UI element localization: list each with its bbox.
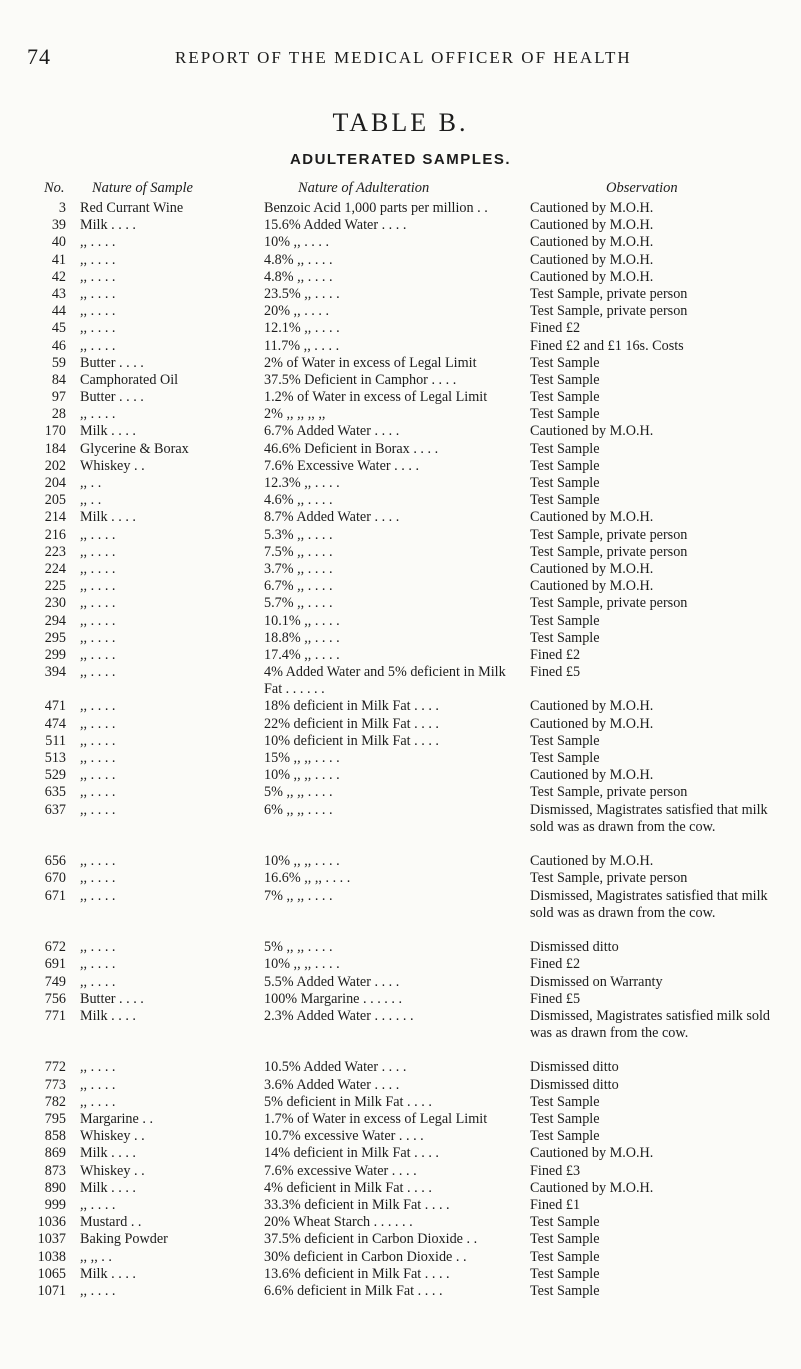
cell-nature: ,, . . . . bbox=[80, 698, 116, 715]
table-row bbox=[0, 1283, 801, 1300]
table-row bbox=[0, 441, 801, 458]
cell-nature: ,, . . . . bbox=[80, 646, 116, 663]
table-row bbox=[0, 406, 801, 423]
cell-adulteration: 17.4% ,, . . . . bbox=[264, 646, 340, 663]
cell-nature: ,, . . . . bbox=[80, 939, 116, 956]
cell-nature: ,, . . . . bbox=[80, 1059, 116, 1076]
cell-no: 43 bbox=[51, 285, 66, 302]
cell-nature: Glycerine & Borax bbox=[80, 440, 189, 457]
cell-no: 513 bbox=[44, 750, 66, 767]
cell-observation: Test Sample bbox=[530, 492, 600, 509]
table-row bbox=[0, 509, 801, 526]
cell-nature: Milk . . . . bbox=[80, 423, 136, 440]
cell-no: 756 bbox=[44, 990, 66, 1007]
table-row bbox=[0, 647, 801, 664]
cell-nature: Mustard . . bbox=[80, 1214, 142, 1231]
col-header-adulteration: Nature of Adulteration bbox=[298, 180, 430, 196]
cell-nature: ,, . . . . bbox=[80, 526, 116, 543]
cell-nature: ,, . . . . bbox=[80, 251, 116, 268]
cell-observation: Fined £2 bbox=[530, 320, 581, 337]
cell-observation: Dismissed ditto bbox=[530, 1076, 619, 1093]
cell-nature: Butter . . . . bbox=[80, 990, 144, 1007]
cell-no: 224 bbox=[44, 560, 66, 577]
cell-observation: Test Sample, private person bbox=[530, 595, 688, 612]
cell-adulteration: 10% ,, ,, . . . . bbox=[264, 853, 340, 870]
cell-adulteration: 10.7% excessive Water . . . . bbox=[264, 1128, 424, 1145]
cell-no: 44 bbox=[51, 303, 66, 320]
cell-adulteration: 6.7% Added Water . . . . bbox=[264, 423, 400, 440]
cell-adulteration: 8.7% Added Water . . . . bbox=[264, 509, 400, 526]
cell-adulteration: 5.3% ,, . . . . bbox=[264, 526, 333, 543]
cell-adulteration: 1.2% of Water in excess of Legal Limit bbox=[264, 389, 488, 406]
cell-observation: Test Sample bbox=[530, 629, 600, 646]
cell-no: 42 bbox=[51, 268, 66, 285]
running-title: REPORT OF THE MEDICAL OFFICER OF HEALTH bbox=[175, 48, 632, 67]
table-row bbox=[0, 1231, 801, 1248]
cell-nature: ,, . . . . bbox=[80, 234, 116, 251]
cell-no: 170 bbox=[44, 423, 66, 440]
table-row bbox=[0, 1163, 801, 1180]
table-row bbox=[0, 303, 801, 320]
table-row bbox=[0, 527, 801, 544]
cell-adulteration: 23.5% ,, . . . . bbox=[264, 285, 340, 302]
cell-observation: Test Sample, private person bbox=[530, 784, 688, 801]
table-row bbox=[0, 750, 801, 767]
cell-no: 529 bbox=[44, 767, 66, 784]
table-row bbox=[0, 492, 801, 509]
table-row bbox=[0, 389, 801, 406]
cell-adulteration: 7.6% Excessive Water . . . . bbox=[264, 457, 420, 474]
cell-observation: Cautioned by M.O.H. bbox=[530, 698, 654, 715]
cell-observation: Cautioned by M.O.H. bbox=[530, 268, 654, 285]
cell-nature: ,, . . . . bbox=[80, 543, 116, 560]
table-row bbox=[0, 630, 801, 647]
cell-no: 205 bbox=[44, 492, 66, 509]
cell-adulteration: 10% deficient in Milk Fat . . . . bbox=[264, 732, 439, 749]
cell-no: 771 bbox=[44, 1007, 66, 1024]
cell-nature: Milk . . . . bbox=[80, 217, 136, 234]
cell-adulteration: 33.3% deficient in Milk Fat . . . . bbox=[264, 1196, 450, 1213]
cell-no: 691 bbox=[44, 956, 66, 973]
cell-no: 672 bbox=[44, 939, 66, 956]
cell-nature: ,, . . . . bbox=[80, 801, 116, 818]
cell-nature: ,, . . . . bbox=[80, 578, 116, 595]
cell-adulteration: 13.6% deficient in Milk Fat . . . . bbox=[264, 1265, 450, 1282]
cell-nature: ,, . . . . bbox=[80, 715, 116, 732]
cell-nature: Milk . . . . bbox=[80, 1145, 136, 1162]
table-row bbox=[0, 716, 801, 733]
cell-no: 294 bbox=[44, 612, 66, 629]
cell-no: 40 bbox=[51, 234, 66, 251]
table-row bbox=[0, 698, 801, 715]
cell-observation: Cautioned by M.O.H. bbox=[530, 509, 654, 526]
cell-no: 1065 bbox=[37, 1265, 66, 1282]
cell-no: 671 bbox=[44, 887, 66, 904]
cell-nature: ,, . . . . bbox=[80, 1196, 116, 1213]
table-row bbox=[0, 458, 801, 475]
cell-nature: ,, . . . . bbox=[80, 320, 116, 337]
cell-observation: Dismissed, Magistrates satisfied that milk sold was as drawn from the cow. bbox=[530, 887, 768, 921]
cell-adulteration: 14% deficient in Milk Fat . . . . bbox=[264, 1145, 439, 1162]
table-row bbox=[0, 991, 801, 1008]
table-row bbox=[0, 733, 801, 750]
cell-no: 749 bbox=[44, 973, 66, 990]
cell-nature: ,, . . . . bbox=[80, 337, 116, 354]
cell-nature: ,, . . . . bbox=[80, 560, 116, 577]
cell-no: 858 bbox=[44, 1128, 66, 1145]
cell-adulteration: 12.3% ,, . . . . bbox=[264, 475, 340, 491]
cell-no: 184 bbox=[44, 440, 66, 457]
cell-observation: Test Sample bbox=[530, 440, 600, 457]
table-row bbox=[0, 1077, 801, 1094]
cell-adulteration: 22% deficient in Milk Fat . . . . bbox=[264, 715, 439, 732]
table-row bbox=[0, 1059, 801, 1076]
cell-adulteration: 4% Added Water and 5% deficient in Milk Fat . . . . . . bbox=[264, 664, 506, 698]
cell-adulteration: 10% ,, ,, . . . . bbox=[264, 767, 340, 784]
table-row bbox=[0, 853, 801, 870]
cell-no: 656 bbox=[44, 853, 66, 870]
cell-observation: Test Sample, private person bbox=[530, 526, 688, 543]
cell-adulteration: 5% ,, ,, . . . . bbox=[264, 939, 333, 956]
cell-adulteration: 100% Margarine . . . . . . bbox=[264, 990, 403, 1007]
cell-observation: Test Sample bbox=[530, 1231, 600, 1248]
cell-nature: Margarine . . bbox=[80, 1111, 154, 1128]
cell-observation: Test Sample bbox=[530, 475, 600, 491]
cell-nature: ,, . . . . bbox=[80, 303, 116, 320]
cell-observation: Cautioned by M.O.H. bbox=[530, 1179, 654, 1196]
cell-adulteration: 7% ,, ,, . . . . bbox=[264, 887, 333, 904]
cell-adulteration: 6% ,, ,, . . . . bbox=[264, 801, 333, 818]
cell-adulteration: 30% deficient in Carbon Dioxide . . bbox=[264, 1248, 467, 1265]
cell-no: 890 bbox=[44, 1179, 66, 1196]
cell-nature: ,, . . . . bbox=[80, 887, 116, 904]
cell-no: 3 bbox=[58, 200, 66, 216]
cell-nature: Whiskey . . bbox=[80, 1128, 145, 1145]
cell-adulteration: 7.5% ,, . . . . bbox=[264, 543, 333, 560]
cell-nature: ,, . . . . bbox=[80, 870, 116, 887]
cell-no: 299 bbox=[44, 646, 66, 663]
cell-nature: Butter . . . . bbox=[80, 389, 144, 406]
cell-observation: Cautioned by M.O.H. bbox=[530, 767, 654, 784]
cell-no: 637 bbox=[44, 801, 66, 818]
page-header bbox=[0, 44, 801, 74]
cell-nature: ,, . . . . bbox=[80, 853, 116, 870]
cell-nature: ,, . . . . bbox=[80, 732, 116, 749]
cell-nature: ,, . . . . bbox=[80, 750, 116, 767]
cell-adulteration: 20% Wheat Starch . . . . . . bbox=[264, 1214, 413, 1231]
cell-observation: Cautioned by M.O.H. bbox=[530, 251, 654, 268]
cell-observation: Test Sample bbox=[530, 1093, 600, 1110]
table-row bbox=[0, 939, 801, 956]
table-row bbox=[0, 234, 801, 251]
cell-observation: Cautioned by M.O.H. bbox=[530, 1145, 654, 1162]
cell-adulteration: 18% deficient in Milk Fat . . . . bbox=[264, 698, 439, 715]
table-row bbox=[0, 1128, 801, 1145]
cell-observation: Fined £1 bbox=[530, 1196, 581, 1213]
cell-nature: ,, . . . . bbox=[80, 595, 116, 612]
cell-adulteration: 3.6% Added Water . . . . bbox=[264, 1076, 400, 1093]
table-row bbox=[0, 956, 801, 973]
cell-adulteration: 2.3% Added Water . . . . . . bbox=[264, 1007, 414, 1024]
cell-observation: Test Sample bbox=[530, 406, 600, 423]
cell-no: 873 bbox=[44, 1162, 66, 1179]
cell-observation: Dismissed ditto bbox=[530, 1059, 619, 1076]
cell-no: 216 bbox=[44, 526, 66, 543]
cell-no: 795 bbox=[44, 1111, 66, 1128]
cell-nature: ,, . . . . bbox=[80, 406, 116, 423]
table-row bbox=[0, 423, 801, 440]
cell-nature: ,, ,, . . bbox=[80, 1248, 112, 1265]
cell-nature: Whiskey . . bbox=[80, 457, 145, 474]
cell-no: 999 bbox=[44, 1196, 66, 1213]
cell-adulteration: 7.6% excessive Water . . . . bbox=[264, 1162, 417, 1179]
cell-adulteration: 12.1% ,, . . . . bbox=[264, 320, 340, 337]
cell-no: 295 bbox=[44, 629, 66, 646]
cell-nature: ,, . . . . bbox=[80, 612, 116, 629]
cell-no: 772 bbox=[44, 1059, 66, 1076]
cell-nature: ,, . . . . bbox=[80, 973, 116, 990]
cell-adulteration: 2% of Water in excess of Legal Limit bbox=[264, 354, 477, 371]
cell-no: 223 bbox=[44, 543, 66, 560]
cell-no: 782 bbox=[44, 1093, 66, 1110]
cell-adulteration: Benzoic Acid 1,000 parts per million . . bbox=[264, 200, 488, 216]
cell-observation: Cautioned by M.O.H. bbox=[530, 423, 654, 440]
cell-observation: Cautioned by M.O.H. bbox=[530, 853, 654, 870]
cell-adulteration: 1.7% of Water in excess of Legal Limit bbox=[264, 1111, 488, 1128]
table-row bbox=[0, 888, 801, 940]
cell-observation: Fined £2 bbox=[530, 646, 581, 663]
table-row bbox=[0, 1249, 801, 1266]
cell-adulteration: 5% ,, ,, . . . . bbox=[264, 784, 333, 801]
cell-nature: ,, . . . . bbox=[80, 268, 116, 285]
col-header-nature: Nature of Sample bbox=[92, 180, 193, 196]
cell-observation: Test Sample, private person bbox=[530, 870, 688, 887]
cell-no: 1037 bbox=[37, 1231, 66, 1248]
cell-no: 1038 bbox=[37, 1248, 66, 1265]
table-row bbox=[0, 320, 801, 337]
cell-adulteration: 11.7% ,, . . . . bbox=[264, 337, 340, 354]
cell-adulteration: 3.7% ,, . . . . bbox=[264, 560, 333, 577]
cell-nature: Milk . . . . bbox=[80, 1265, 136, 1282]
cell-adulteration: 6.7% ,, . . . . bbox=[264, 578, 333, 595]
cell-adulteration: 37.5% Deficient in Camphor . . . . bbox=[264, 371, 457, 388]
cell-observation: Test Sample, private person bbox=[530, 285, 688, 302]
cell-nature: ,, . . . . bbox=[80, 664, 116, 681]
cell-observation: Test Sample bbox=[530, 1282, 600, 1299]
cell-no: 471 bbox=[44, 698, 66, 715]
cell-nature: Whiskey . . bbox=[80, 1162, 145, 1179]
cell-nature: Butter . . . . bbox=[80, 354, 144, 371]
cell-adulteration: 20% ,, . . . . bbox=[264, 303, 330, 320]
cell-observation: Fined £5 bbox=[530, 664, 581, 681]
cell-no: 635 bbox=[44, 784, 66, 801]
cell-observation: Test Sample bbox=[530, 389, 600, 406]
cell-observation: Fined £5 bbox=[530, 990, 581, 1007]
table-row bbox=[0, 338, 801, 355]
table-row bbox=[0, 252, 801, 269]
page-number: 74 bbox=[27, 44, 51, 69]
table-row bbox=[0, 595, 801, 612]
cell-observation: Cautioned by M.O.H. bbox=[530, 200, 654, 216]
cell-nature: ,, . . . . bbox=[80, 956, 116, 973]
cell-adulteration: 5.5% Added Water . . . . bbox=[264, 973, 400, 990]
cell-nature: Milk . . . . bbox=[80, 1179, 136, 1196]
cell-observation: Test Sample bbox=[530, 750, 600, 767]
table-title: TABLE B. bbox=[332, 108, 469, 137]
table-row bbox=[0, 613, 801, 630]
cell-observation: Dismissed on Warranty bbox=[530, 973, 663, 990]
cell-nature: ,, . . . . bbox=[80, 784, 116, 801]
cell-observation: Test Sample bbox=[530, 1111, 600, 1128]
cell-observation: Test Sample bbox=[530, 732, 600, 749]
cell-no: 28 bbox=[51, 406, 66, 423]
cell-observation: Test Sample bbox=[530, 457, 600, 474]
cell-no: 41 bbox=[51, 251, 66, 268]
table-row bbox=[0, 578, 801, 595]
cell-observation: Test Sample bbox=[530, 612, 600, 629]
cell-adulteration: 10.5% Added Water . . . . bbox=[264, 1059, 407, 1076]
cell-adulteration: 37.5% deficient in Carbon Dioxide . . bbox=[264, 1231, 478, 1248]
cell-nature: ,, . . . . bbox=[80, 1282, 116, 1299]
cell-observation: Test Sample bbox=[530, 354, 600, 371]
table-row bbox=[0, 784, 801, 801]
cell-nature: ,, . . bbox=[80, 475, 102, 491]
cell-adulteration: 5.7% ,, . . . . bbox=[264, 595, 333, 612]
cell-no: 202 bbox=[44, 457, 66, 474]
cell-adulteration: 6.6% deficient in Milk Fat . . . . bbox=[264, 1282, 443, 1299]
cell-observation: Test Sample bbox=[530, 1128, 600, 1145]
table-row bbox=[0, 217, 801, 234]
cell-nature: ,, . . . . bbox=[80, 285, 116, 302]
cell-observation: Dismissed, Magistrates satisfied milk sold was as drawn from the cow. bbox=[530, 1007, 770, 1042]
table-row bbox=[0, 544, 801, 561]
cell-observation: Dismissed, Magistrates satisfied that milk sold was as drawn from the cow. bbox=[530, 801, 768, 835]
table-row bbox=[0, 1111, 801, 1128]
cell-adulteration: 4% deficient in Milk Fat . . . . bbox=[264, 1179, 432, 1196]
cell-observation: Cautioned by M.O.H. bbox=[530, 234, 654, 251]
cell-no: 46 bbox=[51, 337, 66, 354]
cell-no: 97 bbox=[51, 389, 66, 406]
cell-nature: Red Currant Wine bbox=[80, 200, 184, 216]
cell-adulteration: 10% ,, ,, . . . . bbox=[264, 956, 340, 973]
cell-nature: Milk . . . . bbox=[80, 509, 136, 526]
cell-no: 45 bbox=[51, 320, 66, 337]
cell-adulteration: 46.6% Deficient in Borax . . . . bbox=[264, 440, 439, 457]
cell-observation: Cautioned by M.O.H. bbox=[530, 578, 654, 595]
cell-observation: Cautioned by M.O.H. bbox=[530, 217, 654, 234]
table-row bbox=[0, 475, 801, 492]
cell-adulteration: 18.8% ,, . . . . bbox=[264, 629, 340, 646]
table-row bbox=[0, 870, 801, 887]
cell-observation: Fined £3 bbox=[530, 1162, 581, 1179]
cell-observation: Test Sample bbox=[530, 1214, 600, 1231]
cell-nature: ,, . . . . bbox=[80, 1076, 116, 1093]
col-header-observation: Observation bbox=[606, 180, 678, 196]
cell-no: 474 bbox=[44, 715, 66, 732]
cell-adulteration: 15% ,, ,, . . . . bbox=[264, 750, 340, 767]
cell-no: 869 bbox=[44, 1145, 66, 1162]
table-row bbox=[0, 1266, 801, 1283]
cell-adulteration: 5% deficient in Milk Fat . . . . bbox=[264, 1093, 432, 1110]
cell-nature: Baking Powder bbox=[80, 1231, 168, 1248]
cell-adulteration: 4.6% ,, . . . . bbox=[264, 492, 333, 509]
table-row bbox=[0, 664, 801, 698]
cell-no: 230 bbox=[44, 595, 66, 612]
cell-observation: Test Sample bbox=[530, 371, 600, 388]
table-row bbox=[0, 1008, 801, 1060]
cell-nature: Milk . . . . bbox=[80, 1007, 136, 1024]
cell-no: 225 bbox=[44, 578, 66, 595]
cell-adulteration: 10% ,, . . . . bbox=[264, 234, 330, 251]
cell-no: 59 bbox=[51, 354, 66, 371]
samples-table bbox=[0, 200, 801, 1300]
table-row bbox=[0, 767, 801, 784]
cell-observation: Cautioned by M.O.H. bbox=[530, 715, 654, 732]
cell-nature: ,, . . . . bbox=[80, 767, 116, 784]
cell-adulteration: 16.6% ,, ,, . . . . bbox=[264, 870, 351, 887]
cell-no: 214 bbox=[44, 509, 66, 526]
cell-no: 511 bbox=[45, 732, 66, 749]
cell-nature: Camphorated Oil bbox=[80, 371, 179, 388]
cell-observation: Test Sample bbox=[530, 1248, 600, 1265]
table-row bbox=[0, 269, 801, 286]
cell-adulteration: 4.8% ,, . . . . bbox=[264, 268, 333, 285]
cell-adulteration: 4.8% ,, . . . . bbox=[264, 251, 333, 268]
cell-observation: Test Sample, private person bbox=[530, 543, 688, 560]
cell-observation: Test Sample, private person bbox=[530, 303, 688, 320]
cell-no: 773 bbox=[44, 1076, 66, 1093]
table-row bbox=[0, 561, 801, 578]
cell-no: 670 bbox=[44, 870, 66, 887]
cell-no: 1036 bbox=[37, 1214, 66, 1231]
table-row bbox=[0, 974, 801, 991]
cell-no: 39 bbox=[51, 217, 66, 234]
table-row bbox=[0, 1180, 801, 1197]
table-row bbox=[0, 1197, 801, 1214]
cell-nature: ,, . . bbox=[80, 492, 102, 509]
cell-nature: ,, . . . . bbox=[80, 1093, 116, 1110]
cell-nature: ,, . . . . bbox=[80, 629, 116, 646]
table-row bbox=[0, 286, 801, 303]
table-row bbox=[0, 1094, 801, 1111]
cell-no: 84 bbox=[51, 371, 66, 388]
table-row bbox=[0, 355, 801, 372]
cell-adulteration: 2% ,, ,, ,, ,, bbox=[264, 406, 326, 423]
table-row bbox=[0, 372, 801, 389]
cell-observation: Dismissed ditto bbox=[530, 939, 619, 956]
cell-adulteration: 15.6% Added Water . . . . bbox=[264, 217, 407, 234]
cell-observation: Test Sample bbox=[530, 1265, 600, 1282]
cell-adulteration: 10.1% ,, . . . . bbox=[264, 612, 340, 629]
table-row bbox=[0, 802, 801, 854]
cell-no: 1071 bbox=[37, 1282, 66, 1299]
table-row bbox=[0, 1145, 801, 1162]
cell-no: 204 bbox=[44, 475, 66, 491]
cell-observation: Fined £2 and £1 16s. Costs bbox=[530, 337, 684, 354]
cell-no: 394 bbox=[44, 664, 66, 681]
col-header-no: No. bbox=[44, 180, 65, 196]
cell-observation: Cautioned by M.O.H. bbox=[530, 560, 654, 577]
table-row bbox=[0, 200, 801, 217]
table-row bbox=[0, 1214, 801, 1231]
table-subtitle: ADULTERATED SAMPLES. bbox=[289, 151, 512, 168]
cell-observation: Fined £2 bbox=[530, 956, 581, 973]
